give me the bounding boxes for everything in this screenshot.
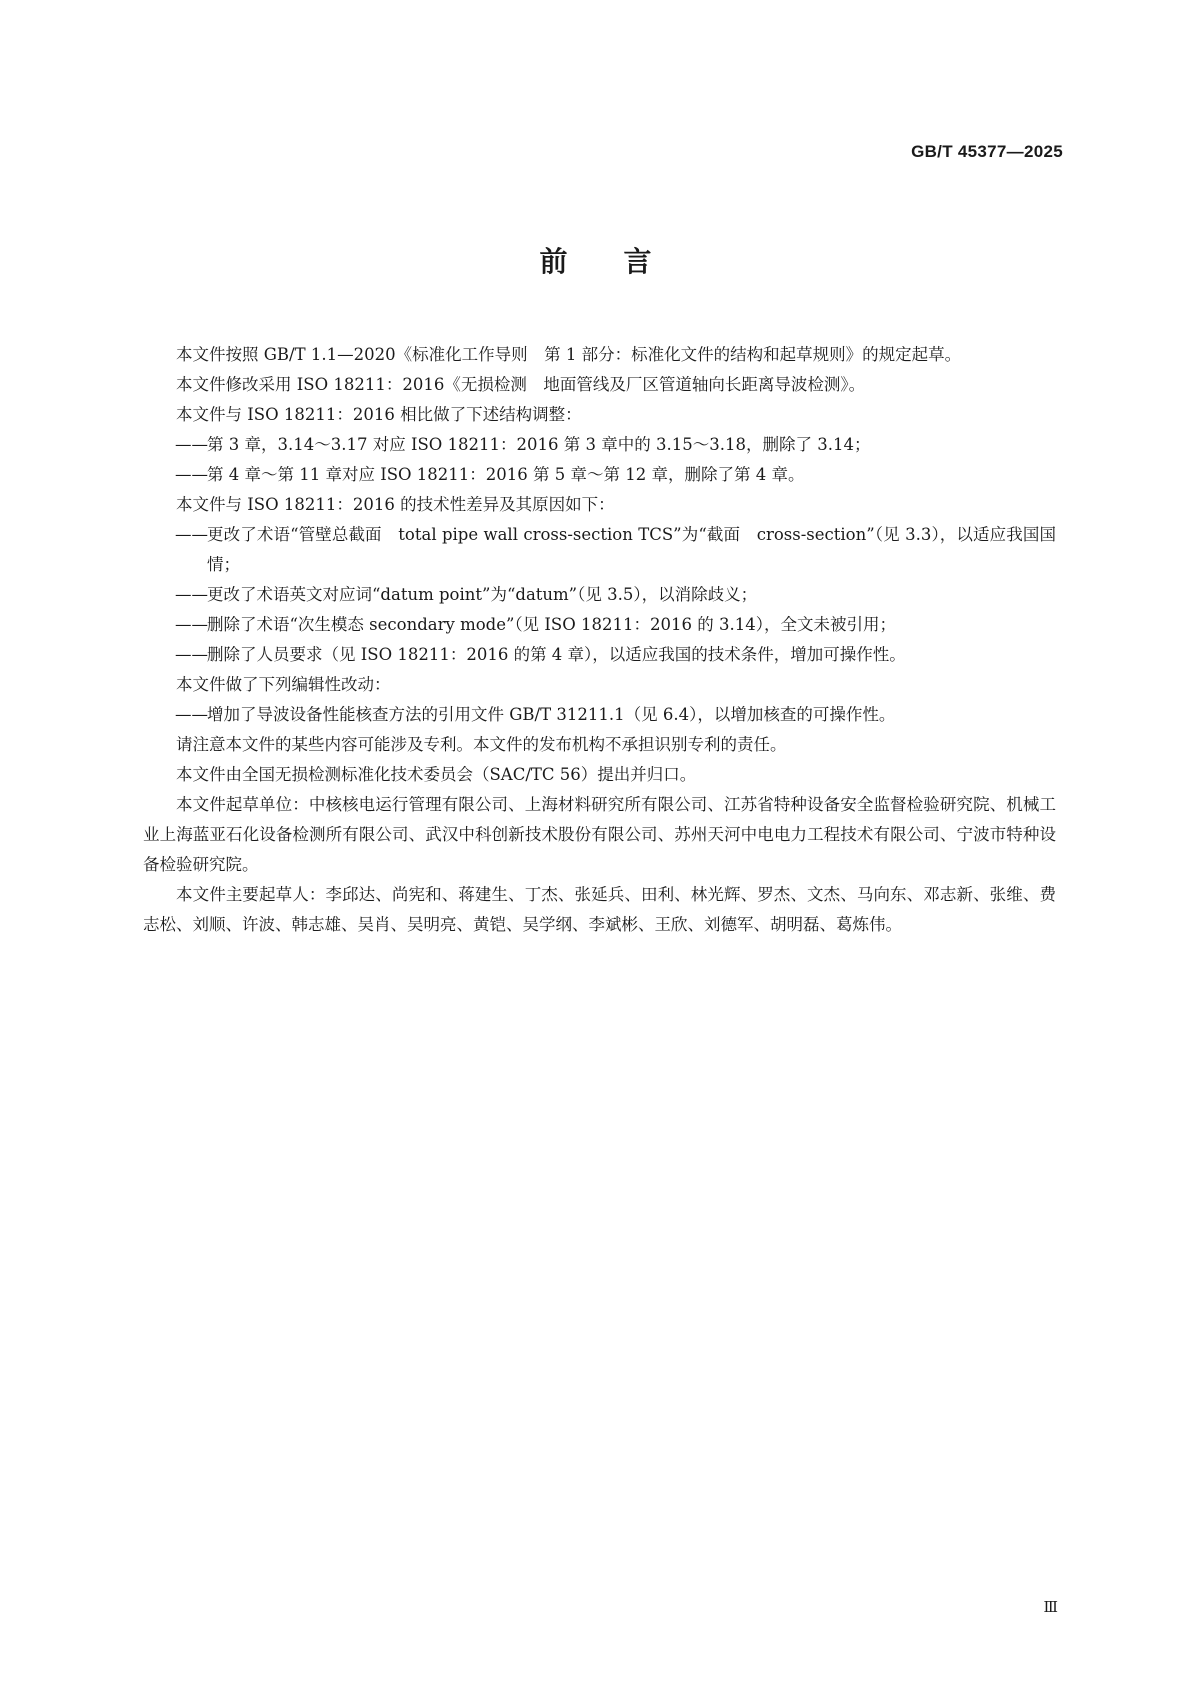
list-item <box>143 520 1056 580</box>
dash-marker: —— <box>175 615 208 634</box>
list-item-text: 第 3 章，3.14～3.17 对应 ISO 18211：2016 第 3 章中的 3.15～3.18，删除了 3.14； <box>207 435 871 454</box>
page-number: Ⅲ <box>1043 1598 1058 1616</box>
paragraph-drafters: 本文件主要起草人：李邱达、尚宪和、蒋建生、丁杰、张延兵、田利、林光辉、罗杰、文杰、马向东、邓志新、张维、费志松、刘顺、许波、韩志雄、吴肖、吴明亮、黄铠、吴学纲、李斌彬、王欣、刘德军、胡明磊、葛炼伟。 <box>143 885 1056 934</box>
list-item-text: 删除了术语“次生模态 secondary mode”（见 ISO 18211：2016 的 3.14），全文未被引用； <box>207 615 896 634</box>
dash-marker: —— <box>175 435 208 454</box>
list-item-text: 增加了导波设备性能核查方法的引用文件 GB/T 31211.1（见 6.4），以增加核查的可操作性。 <box>207 705 896 724</box>
standard-number: GB/T 45377—2025 <box>911 142 1063 161</box>
paragraph-drafting-rules: 本文件按照 GB/T 1.1—2020《标准化工作导则 第 1 部分：标准化文件的结构和起草规则》的规定起草。 <box>176 345 962 364</box>
list-item-text: 更改了术语“管壁总截面 total pipe wall cross-section TCS”为“截面 cross-section”（见 3.3），以适应我国国情； <box>207 525 1056 574</box>
foreword-body <box>143 340 1056 940</box>
paragraph-drafting-units: 本文件起草单位：中核核电运行管理有限公司、上海材料研究所有限公司、江苏省特种设备安全监督检验研究院、机械工业上海蓝亚石化设备检测所有限公司、武汉中科创新技术股份有限公司、苏州天河中电电力工程技术有限公司、宁波市特种设备检验研究院。 <box>143 795 1056 874</box>
paragraph-editorial-changes: 本文件做了下列编辑性改动： <box>176 675 391 694</box>
dash-marker: —— <box>175 645 208 664</box>
list-item-text: 第 4 章～第 11 章对应 ISO 18211：2016 第 5 章～第 12 章，删除了第 4 章。 <box>207 465 805 484</box>
list-item <box>143 460 1056 490</box>
list-item <box>143 610 1056 640</box>
list-item <box>143 700 1056 730</box>
list-item-text: 删除了人员要求（见 ISO 18211：2016 的第 4 章），以适应我国的技术条件，增加可操作性。 <box>207 645 906 664</box>
list-item <box>143 430 1056 460</box>
paragraph-adoption: 本文件修改采用 ISO 18211：2016《无损检测 地面管线及厂区管道轴向长距离导波检测》。 <box>176 375 866 394</box>
page-title: 前言 <box>539 245 708 278</box>
paragraph-committee: 本文件由全国无损检测标准化技术委员会（SAC/TC 56）提出并归口。 <box>176 765 697 784</box>
dash-marker: —— <box>175 705 208 724</box>
paragraph-patent-notice: 请注意本文件的某些内容可能涉及专利。本文件的发布机构不承担识别专利的责任。 <box>176 735 787 754</box>
list-item-text: 更改了术语英文对应词“datum point”为“datum”（见 3.5），以消除歧义； <box>207 585 758 604</box>
dash-marker: —— <box>175 465 208 484</box>
list-item <box>143 580 1056 610</box>
list-item <box>143 640 1056 670</box>
paragraph-structural-changes: 本文件与 ISO 18211：2016 相比做了下述结构调整： <box>176 405 582 424</box>
dash-marker: —— <box>175 585 208 604</box>
dash-marker: —— <box>175 525 208 544</box>
paragraph-technical-differences: 本文件与 ISO 18211：2016 的技术性差异及其原因如下： <box>176 495 615 514</box>
